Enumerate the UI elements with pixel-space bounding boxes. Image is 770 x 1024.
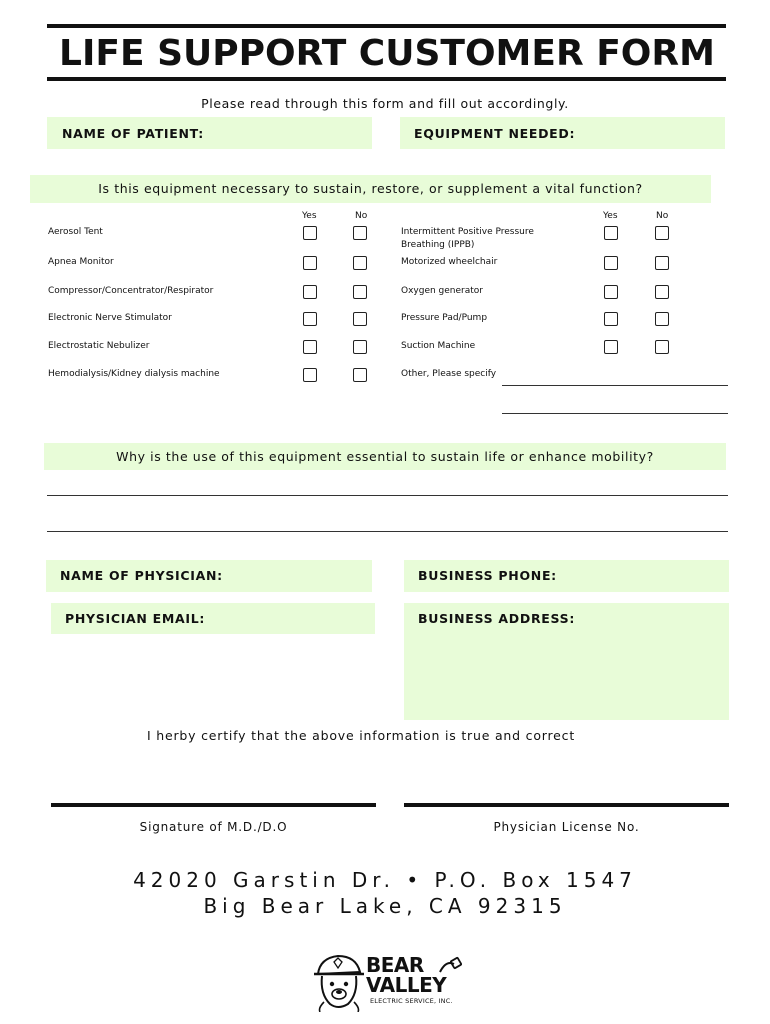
equipment-item: Intermittent Positive Pressure Breathing (IPPB) [401, 227, 534, 250]
signature-label: Signature of M.D./D.O [139, 820, 288, 834]
answer-line[interactable] [47, 531, 728, 532]
no-checkbox[interactable] [353, 312, 367, 326]
business-address-label: BUSINESS ADDRESS: [418, 611, 576, 626]
yes-checkbox[interactable] [604, 226, 618, 240]
yes-checkbox[interactable] [303, 285, 317, 299]
bear-mascot-icon [310, 952, 368, 1012]
yes-checkbox[interactable] [604, 285, 618, 299]
patient-name-field[interactable] [47, 117, 372, 149]
signature-line[interactable] [51, 803, 376, 807]
title-top-rule [47, 24, 726, 28]
yes-checkbox[interactable] [303, 226, 317, 240]
yes-header-left: Yes [302, 211, 317, 221]
certify-text: I herby certify that the above information is true and correct [146, 728, 576, 743]
no-checkbox[interactable] [655, 312, 669, 326]
equipment-item: Apnea Monitor [48, 257, 114, 267]
other-specify-line[interactable] [502, 413, 728, 414]
no-checkbox[interactable] [353, 340, 367, 354]
business-address-field[interactable] [404, 603, 729, 720]
equipment-item: Aerosol Tent [48, 227, 103, 237]
logo-text-valley: VALLEY [366, 973, 447, 997]
intro-text: Please read through this form and fill out accordingly. [201, 96, 569, 111]
essential-question: Why is the use of this equipment essential to sustain life or enhance mobility? [116, 449, 654, 464]
equipment-item: Electrostatic Nebulizer [48, 341, 150, 351]
logo-text-bear: BEAR [366, 953, 424, 977]
logo-text-tagline: ELECTRIC SERVICE, INC. [370, 997, 453, 1005]
equipment-item: Electronic Nerve Stimulator [48, 313, 172, 323]
business-phone-field[interactable] [404, 560, 729, 592]
equipment-item: Suction Machine [401, 341, 476, 351]
no-checkbox[interactable] [353, 256, 367, 270]
license-line[interactable] [404, 803, 729, 807]
title-bottom-rule [47, 77, 726, 81]
no-checkbox[interactable] [353, 226, 367, 240]
physician-name-field[interactable] [46, 560, 372, 592]
equipment-item: Compressor/Concentrator/Respirator [48, 286, 214, 296]
yes-checkbox[interactable] [604, 312, 618, 326]
no-header-left: No [355, 211, 368, 221]
equipment-needed-field[interactable] [400, 117, 725, 149]
physician-email-label: PHYSICIAN EMAIL: [65, 611, 206, 626]
yes-checkbox[interactable] [303, 256, 317, 270]
yes-checkbox[interactable] [303, 368, 317, 382]
equipment-item: Hemodialysis/Kidney dialysis machine [48, 369, 220, 379]
yes-checkbox[interactable] [604, 256, 618, 270]
no-header-right: No [656, 211, 669, 221]
yes-checkbox[interactable] [303, 312, 317, 326]
vital-question-banner [30, 175, 711, 203]
physician-email-field[interactable] [51, 603, 375, 634]
no-checkbox[interactable] [353, 285, 367, 299]
patient-name-label: NAME OF PATIENT: [62, 126, 204, 141]
other-specify-line[interactable] [502, 385, 728, 386]
yes-checkbox[interactable] [604, 340, 618, 354]
company-logo [310, 952, 470, 1012]
business-phone-label: BUSINESS PHONE: [418, 568, 557, 583]
equipment-needed-label: EQUIPMENT NEEDED: [414, 126, 576, 141]
license-label: Physician License No. [493, 820, 640, 834]
form-title: LIFE SUPPORT CUSTOMER FORM [59, 33, 715, 74]
equipment-item: Oxygen generator [401, 286, 483, 296]
no-checkbox[interactable] [655, 340, 669, 354]
equipment-item: Pressure Pad/Pump [401, 313, 488, 323]
yes-checkbox[interactable] [303, 340, 317, 354]
physician-name-label: NAME OF PHYSICIAN: [60, 568, 223, 583]
equipment-item: Motorized wheelchair [401, 257, 498, 267]
vital-question: Is this equipment necessary to sustain, restore, or supplement a vital function? [98, 181, 643, 196]
no-checkbox[interactable] [655, 256, 669, 270]
essential-question-banner [44, 443, 726, 470]
address-line-1: 42020 Garstin Dr. • P.O. Box 1547 [133, 868, 637, 892]
no-checkbox[interactable] [655, 285, 669, 299]
yes-header-right: Yes [603, 211, 618, 221]
answer-line[interactable] [47, 495, 728, 496]
equipment-item: Other, Please specify [401, 369, 497, 379]
address-line-2: Big Bear Lake, CA 92315 [203, 894, 567, 918]
no-checkbox[interactable] [655, 226, 669, 240]
no-checkbox[interactable] [353, 368, 367, 382]
